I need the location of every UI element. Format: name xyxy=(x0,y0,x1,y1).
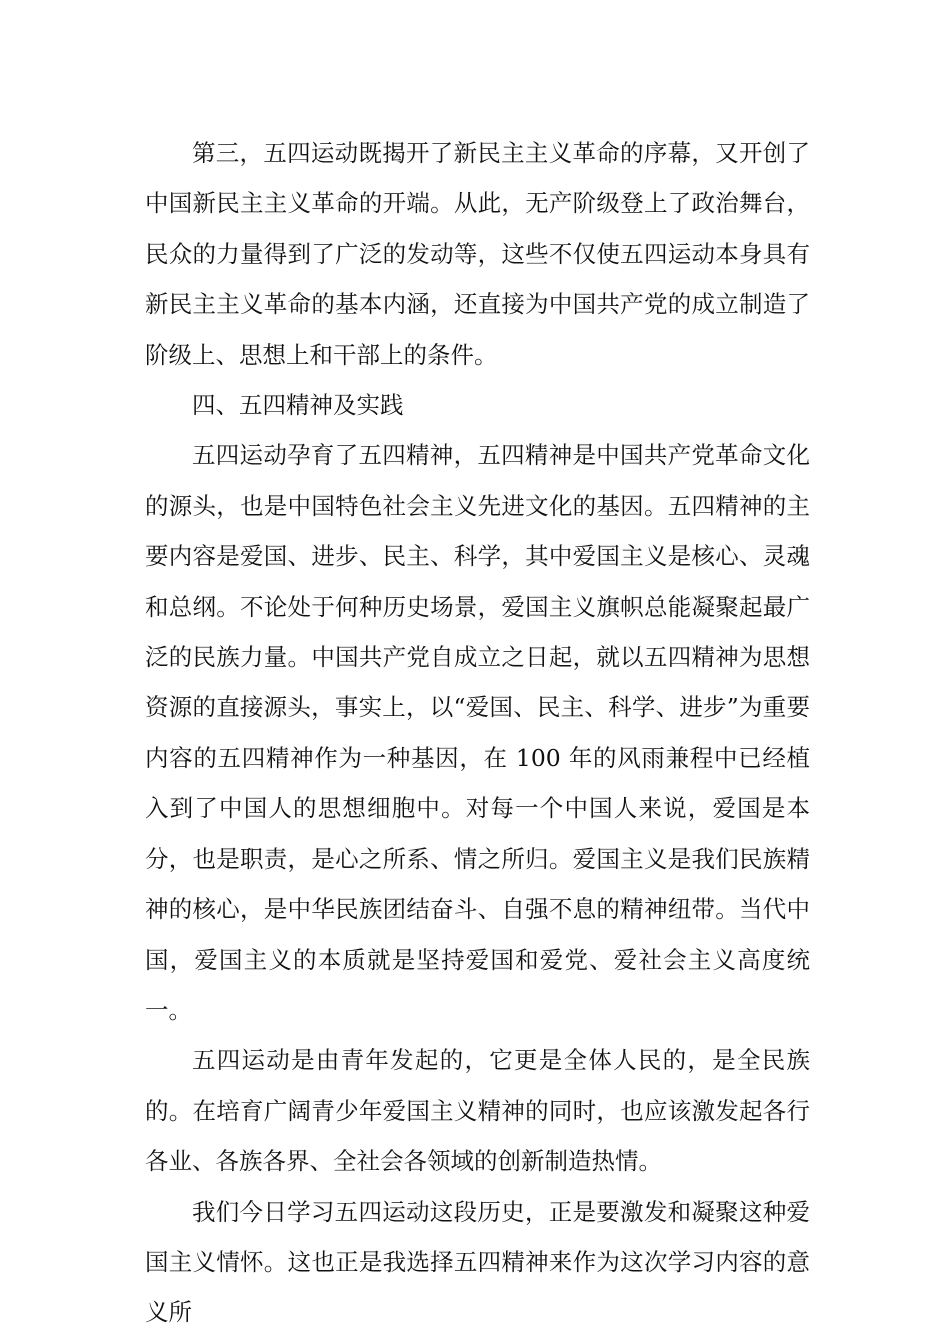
paragraph-study-purpose: 我们今日学习五四运动这段历史，正是要激发和凝聚这种爱国主义情怀。这也正是我选择五四精神来作为这次学习内容的意义所 xyxy=(145,1197,810,1327)
paragraph-third-point: 第三，五四运动既揭开了新民主主义革命的序幕，又开创了中国新民主主义革命的开端。从此，无产阶级登上了政治舞台，民众的力量得到了广泛的发动等，这些不仅使五四运动本身具有新民主主义革命的基本内涵，还直接为中国共产党的成立制造了阶级上、思想上和干部上的条件。 xyxy=(145,139,810,369)
paragraph-wusi-spirit: 五四运动孕育了五四精神，五四精神是中国共产党革命文化的源头，也是中国特色社会主义先进文化的基因。五四精神的主要内容是爱国、进步、民主、科学，其中爱国主义是核心、灵魂和总纲。不论处于何种历史场景，爱国主义旗帜总能凝聚起最广泛的民族力量。中国共产党自成立之日起，就以五四精神为思想资源的直接源头，事实上，以“爱国、民主、科学、进步”为重要内容的五四精神作为一种基因，在 100 年的风雨兼程中已经植入到了中国人的思想细胞中。对每一个中国人来说，爱国是本分，也是职责，是心之所系、情之所归。爱国主义是我们民族精神的核心，是中华民族团结奋斗、自强不息的精神纽带。当代中国，爱国主义的本质就是坚持爱国和爱党、爱社会主义高度统一。 xyxy=(145,441,810,1024)
document-body xyxy=(145,128,810,1338)
section-heading-wusi-spirit: 四、五四精神及实践 xyxy=(192,391,404,420)
paragraph-youth-initiated: 五四运动是由青年发起的，它更是全体人民的，是全民族的。在培育广阔青少年爱国主义精神的同时，也应该激发起各行各业、各族各界、全社会各领域的创新制造热情。 xyxy=(145,1046,810,1176)
